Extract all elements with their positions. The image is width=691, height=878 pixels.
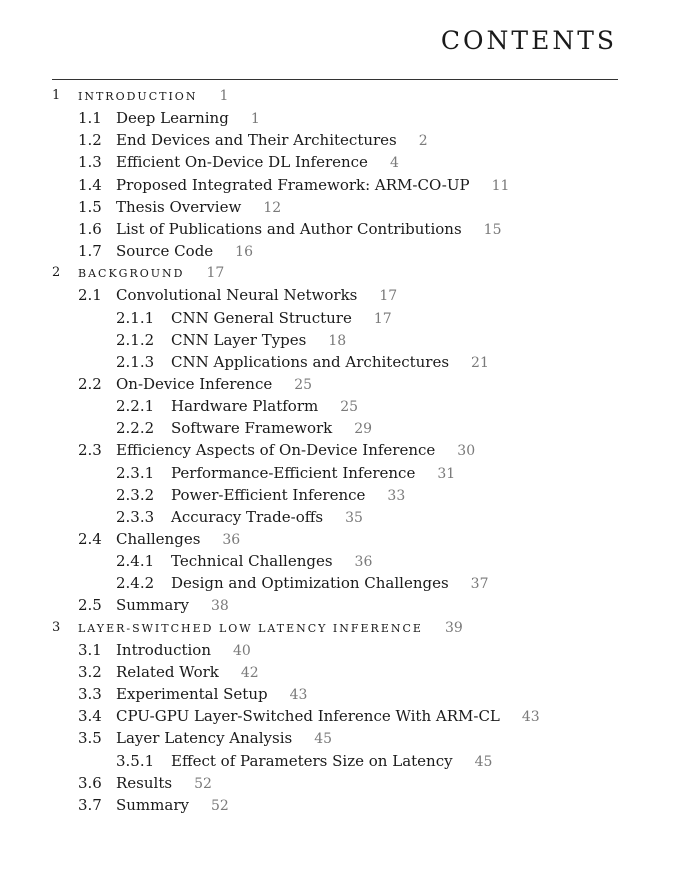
- toc-entry-title: Experimental Setup: [116, 685, 268, 704]
- toc-entry-page: 17: [379, 288, 398, 305]
- toc-entry-number: 1.3: [78, 153, 102, 172]
- toc-entry-page: 43: [521, 709, 540, 726]
- toc-entry-title: Hardware Platform: [171, 397, 319, 416]
- toc-entry-number: 3.3: [78, 685, 102, 704]
- toc-entry-number: 3.4: [78, 707, 102, 726]
- toc-entry-title: Summary: [116, 795, 189, 814]
- toc-entry-number: 2.5: [78, 596, 102, 615]
- toc-entry-title: Convolutional Neural Networks: [116, 286, 358, 305]
- toc-entry-number: 1.2: [78, 131, 102, 150]
- toc-entry-title: Proposed Integrated Framework: ARM-CO-UP: [116, 175, 470, 194]
- toc-entry-page: 16: [235, 244, 253, 261]
- toc-entry-number: 1.4: [78, 175, 102, 194]
- toc-entry-title: Introduction: [116, 640, 211, 659]
- toc-entry-page: 33: [387, 487, 406, 504]
- toc-entry-title: Related Work: [116, 662, 219, 681]
- toc-entry-title: Deep Learning: [116, 109, 229, 128]
- toc-entry-title: List of Publications and Author Contributions: [116, 219, 462, 238]
- toc-entry-title: CNN Layer Types: [171, 330, 307, 349]
- toc-entry-title: BACKGROUND: [78, 267, 185, 281]
- toc-entry-number: 2.2.1: [116, 397, 155, 416]
- toc-entry-number: 2.2: [78, 374, 102, 393]
- toc-entry-page: 25: [340, 399, 359, 416]
- toc-entry-title: Accuracy Trade-offs: [171, 507, 324, 526]
- toc-entry-number: 3.1: [78, 640, 102, 659]
- toc-entry-number: 2.4: [78, 530, 102, 548]
- toc-entry-number: 2.2.2: [116, 419, 155, 438]
- toc-entry-page: 30: [457, 443, 476, 460]
- toc-entry-page: 38: [210, 598, 229, 615]
- toc-entry-number: 1.6: [78, 219, 102, 238]
- toc-entry-number: 2.3.3: [116, 507, 155, 526]
- toc-entry-number: 3.5.1: [116, 751, 155, 770]
- toc-entry-title: CNN General Structure: [171, 308, 352, 327]
- toc-entry-page: 17: [206, 265, 225, 282]
- toc-entry-title: Challenges: [116, 530, 201, 548]
- toc-entry-page: 2: [418, 133, 428, 150]
- toc-entry-number: 2.1.3: [116, 352, 155, 371]
- toc-entry-number: 2.1.2: [116, 330, 155, 349]
- toc-entry-title: Software Framework: [171, 419, 333, 438]
- toc-entry-page: 45: [314, 731, 333, 748]
- toc-entry-title: Power-Efficient Inference: [171, 485, 366, 504]
- toc-entry-number: 2.3.2: [116, 485, 155, 504]
- toc-entry-title: LAYER-SWITCHED LOW LATENCY INFERENCE: [78, 621, 423, 635]
- toc-entry-number: 2: [52, 265, 61, 281]
- toc-entry-number: 3.7: [78, 795, 102, 814]
- toc-entry-number: 1.7: [78, 242, 102, 261]
- toc-entry-page: 29: [354, 421, 373, 438]
- toc-entry-page: 52: [210, 797, 229, 814]
- toc-entry-number: 2.3.1: [116, 463, 155, 482]
- toc-entry-number: 3.2: [78, 662, 102, 681]
- toc-entry-page: 1: [219, 88, 229, 104]
- toc-entry-title: Layer Latency Analysis: [116, 729, 293, 748]
- toc-entry-page: 36: [354, 554, 373, 571]
- toc-entry-page: 31: [437, 465, 456, 482]
- toc-entry-title: Performance-Efficient Inference: [171, 463, 416, 482]
- toc-entry-page: 37: [470, 576, 489, 593]
- toc-entry-number: 3.6: [78, 773, 102, 792]
- toc-entry-title: Design and Optimization Challenges: [171, 574, 449, 593]
- toc-entry-page: 40: [233, 642, 251, 659]
- toc-entry-number: 1.5: [78, 197, 102, 216]
- toc-entry-number: 1.1: [78, 109, 102, 128]
- toc-entry-title: Efficient On-Device DL Inference: [116, 153, 368, 172]
- toc-entry-number: 2.3: [78, 441, 102, 460]
- toc-entry-page: 35: [345, 509, 363, 526]
- title-rule: [52, 79, 618, 80]
- toc-entry-title: Technical Challenges: [171, 552, 333, 571]
- toc-entry-number: 2.4.2: [116, 574, 155, 593]
- toc-entry-page: 21: [471, 354, 489, 371]
- toc-entry-page: 52: [194, 775, 212, 792]
- toc-entry-number: 1: [52, 88, 61, 103]
- toc-entry-number: 2.4.1: [116, 552, 155, 571]
- toc-entry-page: 25: [294, 376, 313, 393]
- toc-entry-title: Results: [116, 773, 173, 792]
- toc-entry-page: 42: [240, 664, 259, 681]
- toc-entry-title: Source Code: [116, 242, 214, 261]
- toc-entry-page: 1: [250, 111, 260, 128]
- toc-entry-title: Summary: [116, 596, 189, 615]
- toc-entry-title: Thesis Overview: [116, 197, 242, 216]
- toc-entry-title: End Devices and Their Architectures: [116, 131, 397, 150]
- toc-entry-page: 17: [373, 310, 392, 327]
- toc-entry-page: 36: [222, 532, 241, 548]
- toc-entry-page: 15: [483, 221, 502, 238]
- toc-entry-title: CNN Applications and Architectures: [171, 352, 450, 371]
- toc-entry-page: 39: [444, 619, 463, 636]
- toc-entry-title: Effect of Parameters Size on Latency: [171, 751, 453, 770]
- page-title: CONTENTS: [440, 26, 617, 55]
- toc-entry-title: On-Device Inference: [116, 374, 273, 393]
- toc-entry-page: 45: [474, 753, 493, 770]
- toc-entry-page: 4: [389, 155, 399, 172]
- toc-entry-title: INTRODUCTION: [78, 90, 198, 103]
- toc-entry-number: 3.5: [78, 729, 102, 748]
- toc-entry-page: 18: [328, 332, 347, 349]
- toc-entry-number: 2.1: [78, 286, 102, 305]
- toc-entry-page: 43: [289, 687, 308, 704]
- toc-entry-number: 2.1.1: [116, 308, 155, 327]
- toc-entry-page: 12: [263, 199, 282, 216]
- toc-entry-title: CPU-GPU Layer-Switched Inference With ARM-CL: [116, 707, 500, 726]
- toc-entry-number: 3: [52, 619, 61, 635]
- toc-entry-title: Efficiency Aspects of On-Device Inference: [116, 441, 436, 460]
- toc-entry-page: 11: [491, 177, 510, 194]
